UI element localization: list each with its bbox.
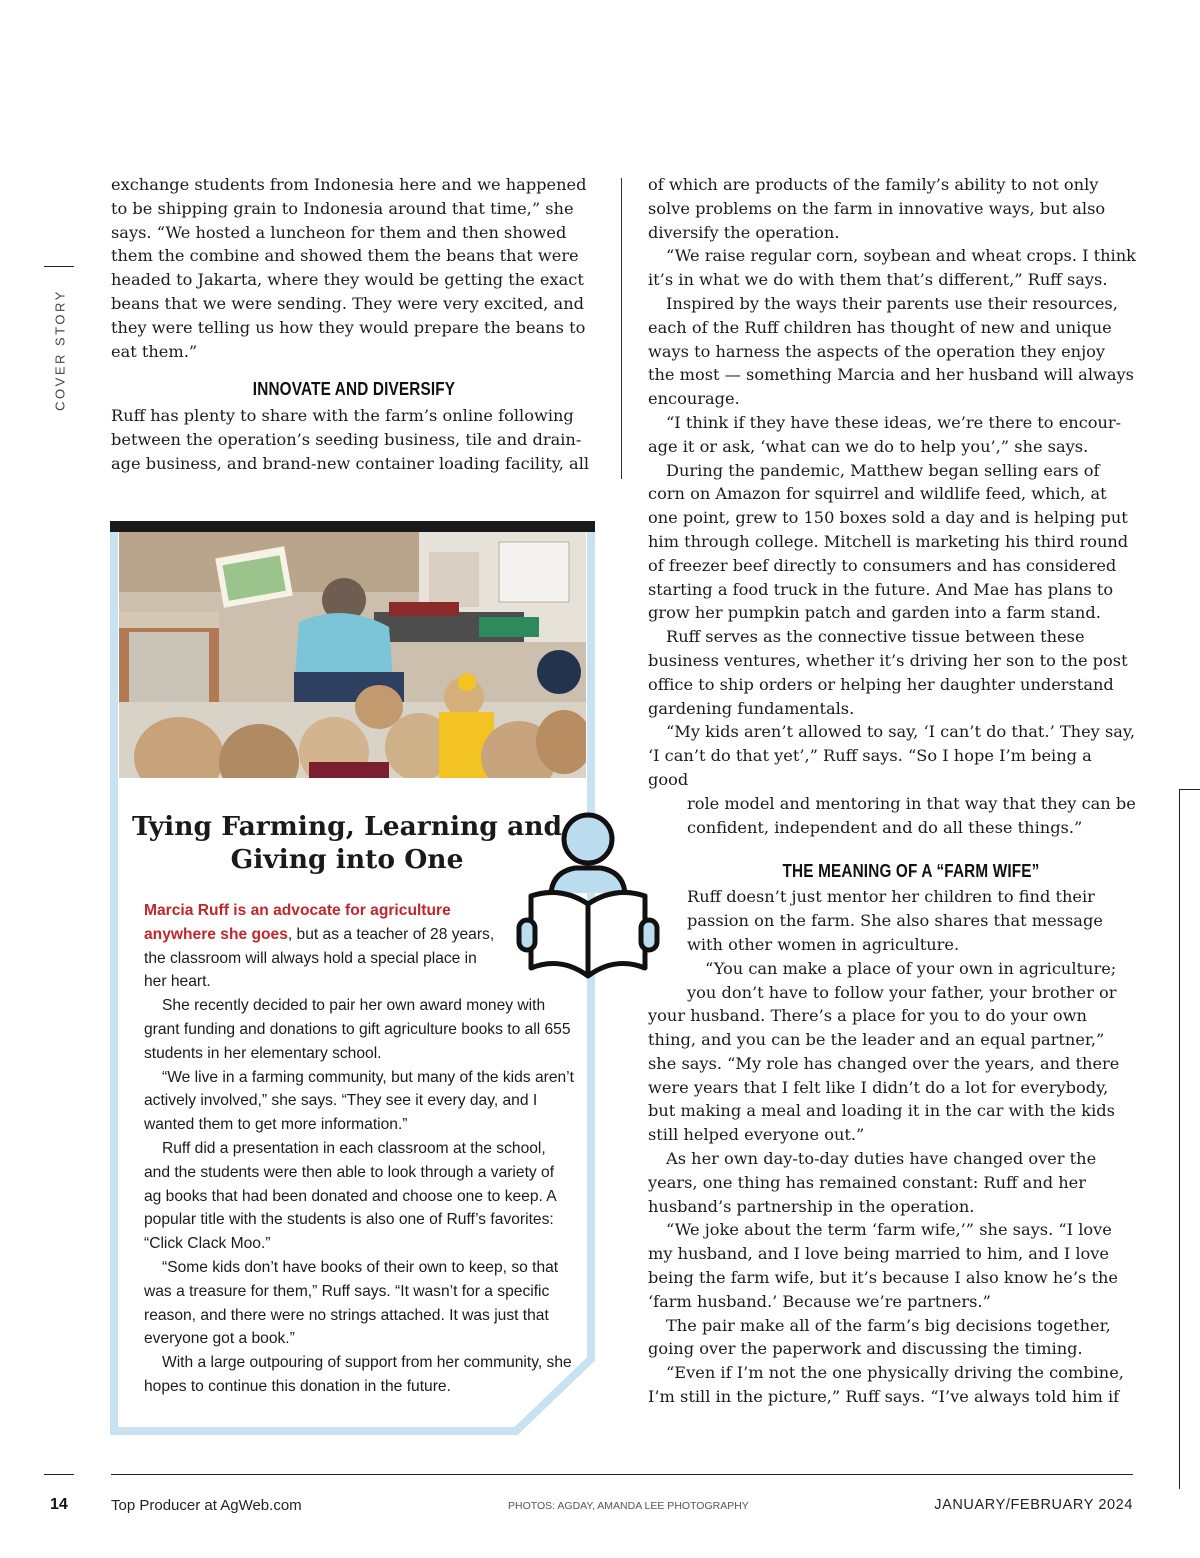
sidebar-paragraph — [144, 899, 496, 994]
side-rule — [44, 266, 74, 267]
body-paragraph-indented: “You can make a place of your own in agriculture; you don’t have to follow your father, your brother or — [687, 958, 1117, 1002]
sidebar-paragraph: Ruff did a presentation in each classroom at the school, and the students were then able to look through a variety of ag books that had been donated and choose one to keep. A popular title with the students is also one of Ruff’s favorites: “Click Clack Moo.” — [144, 1139, 556, 1253]
page-number: 14 — [50, 1496, 68, 1513]
body-paragraph: your husband. There’s a place for you to do your own thing, and you can be the leader and an equal partner,” she says. “My role has changed over the years, and there were years that I felt like I didn’t do a lot for everybody, but making a meal and loading it in the car with the kids still helped everyone out.” — [648, 1006, 1120, 1145]
body-paragraph-indented: Ruff doesn’t just mentor her children to find their passion on the farm. She also shares that message with other women in agriculture. — [687, 887, 1103, 954]
body-paragraph: “My kids aren’t allowed to say, ‘I can’t do that.’ They say, ‘I can’t do that yet’,” Ruff says. “So I hope I’m being a good — [648, 722, 1136, 789]
right-column — [648, 173, 1136, 1409]
sidebar-paragraph: She recently decided to pair her own award money with grant funding and donations to gift agriculture books to all 655 students in her elementary school. — [144, 997, 571, 1062]
footer-rule — [111, 1474, 1133, 1475]
sidebar-paragraph: With a large outpouring of support from her community, she hopes to continue this donation in the future. — [144, 1354, 572, 1395]
sidebar-top-bar — [110, 521, 595, 532]
sidebar-lead: Marcia Ruff is an advocate for agriculture anywhere she goes — [144, 902, 451, 943]
body-paragraph: “We raise regular corn, soybean and wheat crops. I think it’s in what we do with them that’s different,” Ruff says. — [648, 246, 1136, 290]
photo-credit: PHOTOS: AGDAY, AMANDA LEE PHOTOGRAPHY — [508, 1500, 749, 1512]
sidebar-text: , but as a teacher of 28 years, the classroom will always hold a special place in her heart. — [144, 925, 495, 991]
column-divider — [621, 178, 622, 479]
body-paragraph: of which are products of the family’s ability to not only solve problems on the farm in innovative ways, but also diversify the operation. — [648, 175, 1106, 242]
subhead-farm-wife: THE MEANING OF A “FARM WIFE” — [782, 861, 1040, 882]
body-paragraph: The pair make all of the farm’s big decisions together, going over the paperwork and discussing the timing. — [648, 1315, 1111, 1359]
body-paragraph: “We joke about the term ‘farm wife,’” she says. “I love my husband, and I love being married to him, and I love being the farm wife, but it’s because I also know he’s the ‘farm husband.’ Because we’re partners.” — [648, 1220, 1118, 1311]
sidebar-title: Tying Farming, Learning and Giving into One — [131, 811, 563, 875]
publication-name: Top Producer at AgWeb.com — [111, 1497, 302, 1514]
person-reading-book-icon — [513, 808, 663, 980]
section-label: COVER STORY — [52, 289, 68, 411]
body-paragraph: Ruff serves as the connective tissue between these business ventures, whether it’s driving her son to the post office to ship orders or helping her daughter understand gardening fundamentals. — [648, 627, 1128, 718]
issue-date: JANUARY/FEBRUARY 2024 — [934, 1497, 1133, 1513]
body-paragraph: Inspired by the ways their parents use their resources, each of the Ruff children has thought of new and unique ways to harness the aspects of the operation they enjoy the most — something Marcia and her husband will always encourage. — [648, 293, 1134, 409]
body-paragraph-indented: role model and mentoring in that way that they can be confident, independent and do all these things.” — [687, 793, 1136, 837]
page-edge-rule — [1179, 789, 1200, 790]
subhead-innovate: INNOVATE AND DIVERSIFY — [252, 379, 456, 400]
classroom-photo — [119, 532, 586, 778]
body-paragraph: exchange students from Indonesia here and we happened to be shipping grain to Indonesia around that time,” she says. “We hosted a luncheon for them and then showed them the combine and showed them the beans that were headed to Jakarta, where they would be getting the exact beans that we were sending. They were very excited, and they were telling us how they would prepare the beans to eat them.” — [111, 175, 587, 361]
page-edge-rule — [1179, 789, 1180, 1489]
left-column — [111, 173, 597, 476]
body-paragraph: During the pandemic, Matthew began selling ears of corn on Amazon for squirrel and wildlife feed, which, at one point, grew to 150 boxes sold a day and is helping put him through college. Mitchell is marketing his third round of freezer beef directly to consumers and has considered starting a food truck in the future. And Mae has plans to grow her pumpkin patch and garden into a farm stand. — [648, 460, 1129, 623]
footer-rule-left — [44, 1474, 74, 1475]
body-paragraph: Ruff has plenty to share with the farm’s online following between the operation’s seeding business, tile and drainage business, and brand-new container loading facility, all — [111, 406, 590, 473]
body-paragraph: “Even if I’m not the one physically driving the combine, I’m still in the picture,” Ruff says. “I’ve always told him if — [648, 1363, 1124, 1407]
body-paragraph: As her own day-to-day duties have changed over the years, one thing has remained constant: Ruff and her husband’s partnership in the operation. — [648, 1149, 1097, 1216]
sidebar-body — [144, 899, 574, 1399]
sidebar-paragraph: “We live in a farming community, but many of the kids aren’t actively involved,” she says. “They see it every day, and I wanted them to get more information.” — [144, 1068, 574, 1134]
sidebar-paragraph: “Some kids don’t have books of their own to keep, so that was a treasure for them,” Ruff says. “It wasn’t for a specific reason, and there were no strings attached. It was just that everyone got a book.” — [144, 1258, 559, 1348]
body-paragraph: “I think if they have these ideas, we’re there to encourage it or ask, ‘what can we do to help you’,” she says. — [648, 412, 1122, 456]
